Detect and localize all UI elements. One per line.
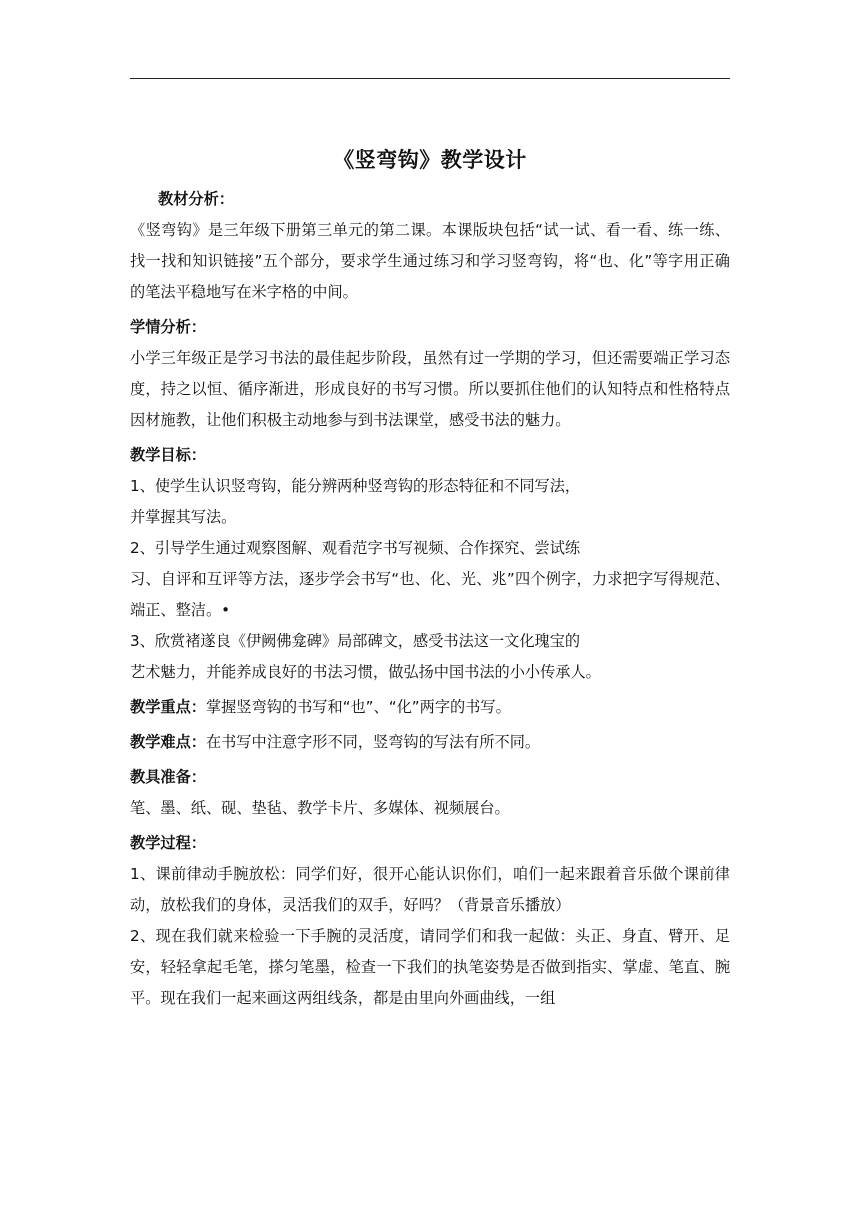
textbook-paragraph: 《竖弯钩》是三年级下册第三单元的第二课。本课版块包括“试一试、看一看、练一练、找一找和知识链接”五个部分，要求学生通过练习和学习竖弯钩，将“也、化”等字用正确的笔法平稳地写在米字格的中间。 (130, 221, 730, 301)
goal-1-line-2: 并掌握其写法。 (130, 508, 237, 526)
goal-1-line-1: 1、使学生认识竖弯钩，能分辨两种竖弯钩的形态特征和不同写法， (130, 477, 581, 495)
difficulty-line (130, 727, 730, 758)
process-heading: 教学过程： (130, 834, 206, 852)
key-point-line (130, 692, 730, 723)
goal-2-line-2: 习、自评和互评等方法，逐步学会书写“也、化、光、兆”四个例字，力求把字写得规范、端正、整洁。• (130, 570, 730, 619)
students-paragraph: 小学三年级正是学习书法的最佳起步阶段，虽然有过一学期的学习，但还需要端正学习态度，持之以恒、循序渐进，形成良好的书写习惯。所以要抓住他们的认知特点和性格特点因材施教，让他们积极主动地参与到书法课堂，感受书法的魅力。 (130, 349, 730, 429)
goals-heading: 教学目标： (130, 446, 206, 464)
process-step-2: 2、现在我们就来检验一下手腕的灵活度，请同学们和我一起做：头正、身直、臂开、足安，轻轻拿起毛笔，搽匀笔墨，检查一下我们的执笔姿势是否做到指实、掌虚、笔直、腕平。现在我们一起来画这两组线条，都是由里向外画曲线，一组 (130, 927, 730, 1007)
difficulty-text: 在书写中注意字形不同，竖弯钩的写法有所不同。 (205, 733, 541, 751)
key-point-label: 教学重点： (130, 698, 206, 716)
students-heading: 学情分析： (130, 318, 206, 336)
goal-3-line-2: 艺术魅力，并能养成良好的书法习惯，做弘扬中国书法的小小传承人。 (130, 663, 601, 681)
goal-2-line-1: 2、引导学生通过观察图解、观看范字书写视频、合作探究、尝试练 (130, 539, 581, 557)
process-step-1: 1、课前律动手腕放松：同学们好，很开心能认识你们，咱们一起来跟着音乐做个课前律动，放松我们的身体，灵活我们的双手，好吗？（背景音乐播放） (130, 865, 730, 914)
document-title: 《竖弯钩》教学设计 (333, 148, 527, 172)
key-point-text: 掌握竖弯钩的书写和“也”、“化”两字的书写。 (205, 698, 511, 716)
goal-3-line-1: 3、欣赏褚遂良《伊阙佛龛碑》局部碑文，感受书法这一文化瑰宝的 (130, 632, 581, 650)
document-body (130, 184, 730, 1014)
tools-heading: 教具准备： (130, 768, 206, 786)
difficulty-label: 教学难点： (130, 733, 206, 751)
header-rule (130, 78, 730, 79)
tools-paragraph: 笔、墨、纸、砚、垫毡、教学卡片、多媒体、视频展台。 (130, 799, 510, 817)
textbook-heading: 教材分析： (158, 190, 234, 208)
